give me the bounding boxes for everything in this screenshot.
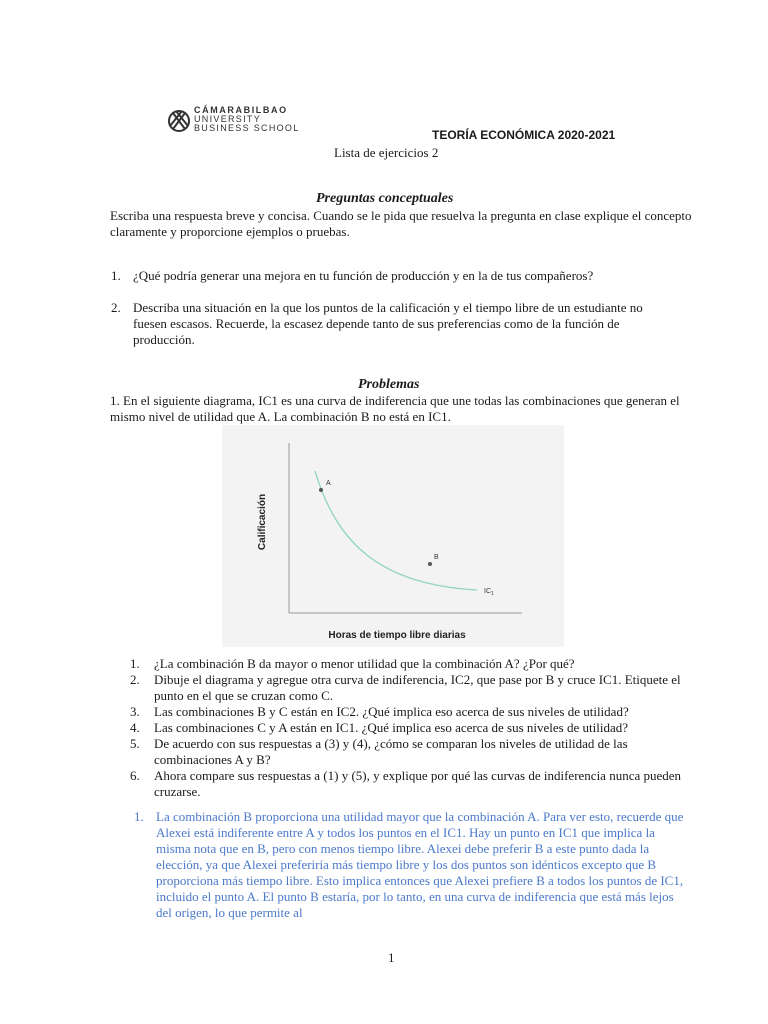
logo-mark-icon bbox=[168, 106, 190, 136]
school-logo bbox=[168, 106, 308, 138]
point-b-label: B bbox=[434, 554, 439, 561]
curve-label bbox=[484, 588, 494, 597]
list-item bbox=[130, 672, 690, 704]
problems-intro: 1. En el siguiente diagrama, IC1 es una curva de indiferencia que une todas las combinaciones que generan el mismo nivel de utilidad que A. La combinación B no está en IC1. bbox=[110, 393, 680, 424]
item-number: 5. bbox=[130, 736, 140, 751]
answer-number: 1. bbox=[134, 809, 144, 824]
list-item bbox=[130, 656, 690, 672]
item-number: 2. bbox=[130, 672, 140, 687]
ic1-curve bbox=[315, 471, 477, 590]
problems-heading: Problemas bbox=[358, 377, 420, 392]
item-text: Dibuje el diagrama y agregue otra curva de indiferencia, IC2, que pase por B y cruce IC1. Etiquete el punto en el que se cruzan como C. bbox=[154, 672, 681, 703]
point-a bbox=[319, 488, 323, 492]
point-b bbox=[428, 562, 432, 566]
question-text: Describa una situación en la que los puntos de la calificación y el tiempo libre de un estudiante no fuesen escasos. Recuerde, la escasez depende tanto de sus preferencias como de la función de producción. bbox=[133, 300, 643, 347]
conceptual-intro: Escriba una respuesta breve y concisa. Cuando se le pida que resuelva la pregunta en clase explique el concepto claramente y proporcione ejemplos o pruebas. bbox=[110, 208, 692, 239]
item-number: 3. bbox=[130, 704, 140, 719]
item-number: 4. bbox=[130, 720, 140, 735]
item-text: Las combinaciones B y C están en IC2. ¿Qué implica eso acerca de sus niveles de utilidad? bbox=[154, 704, 629, 719]
list-item bbox=[130, 720, 690, 736]
list-item bbox=[130, 768, 690, 800]
curve-label-main: IC bbox=[484, 588, 491, 595]
chart-svg bbox=[222, 425, 564, 647]
item-text: Las combinaciones C y A están en IC1. ¿Qué implica eso acerca de sus niveles de utilidad? bbox=[154, 720, 628, 735]
logo-line-2: UNIVERSITY bbox=[194, 114, 262, 124]
conceptual-heading: Preguntas conceptuales bbox=[316, 191, 454, 206]
logo-line-3: BUSINESS SCHOOL bbox=[194, 123, 300, 133]
page-number: 1 bbox=[388, 950, 395, 965]
item-number: 1. bbox=[130, 656, 140, 671]
question-number: 2. bbox=[111, 300, 121, 315]
item-text: Ahora compare sus respuestas a (1) y (5), y explique por qué las curvas de indiferencia nunca pueden cruzarse. bbox=[154, 768, 682, 799]
problem-questions-list bbox=[130, 656, 690, 800]
conceptual-question-1 bbox=[111, 268, 678, 284]
list-item bbox=[130, 736, 690, 768]
question-number: 1. bbox=[111, 268, 121, 283]
logo-line-1: CÁMARABILBAO bbox=[194, 105, 288, 115]
answer-text: La combinación B proporciona una utilidad mayor que la combinación A. Para ver esto, recuerde que Alexei está indiferente entre A y todos los puntos en el IC1. Hay un punto en IC1 que implica la misma nota que en B, pero con menos tiempo libre. Alexei debe preferir B a este punto dada la elección, ya que Alexei preferiría más tiempo libre y los dos puntos son idénticos excepto que B proporciona más tiempo libre. Esto implica entonces que Alexei prefiere B a todos los puntos de IC1, incluido el punto A. El punto B estaría, por lo tanto, en una curva de indiferencia que está más lejos del origen, lo que permite al bbox=[156, 809, 684, 920]
item-text: ¿La combinación B da mayor o menor utilidad que la combinación A? ¿Por qué? bbox=[154, 656, 575, 671]
curve-label-sub: 1 bbox=[491, 591, 494, 597]
conceptual-question-2 bbox=[111, 300, 678, 348]
point-a-label: A bbox=[326, 480, 331, 487]
list-item bbox=[130, 704, 690, 720]
x-axis-label: Horas de tiempo libre diarias bbox=[328, 630, 466, 641]
item-number: 6. bbox=[130, 768, 140, 783]
y-axis-label: Calificación bbox=[257, 493, 268, 551]
item-text: De acuerdo con sus respuestas a (3) y (4), ¿cómo se comparan los niveles de utilidad de las combinaciones A y B? bbox=[154, 736, 628, 767]
indifference-curve-chart bbox=[222, 425, 564, 647]
question-text: ¿Qué podría generar una mejora en tu función de producción y en la de tus compañeros? bbox=[133, 268, 594, 283]
document-subtitle: Lista de ejercicios 2 bbox=[334, 145, 439, 160]
answer-paragraph bbox=[134, 809, 684, 921]
course-title: TEORÍA ECONÓMICA 2020-2021 bbox=[432, 128, 616, 142]
